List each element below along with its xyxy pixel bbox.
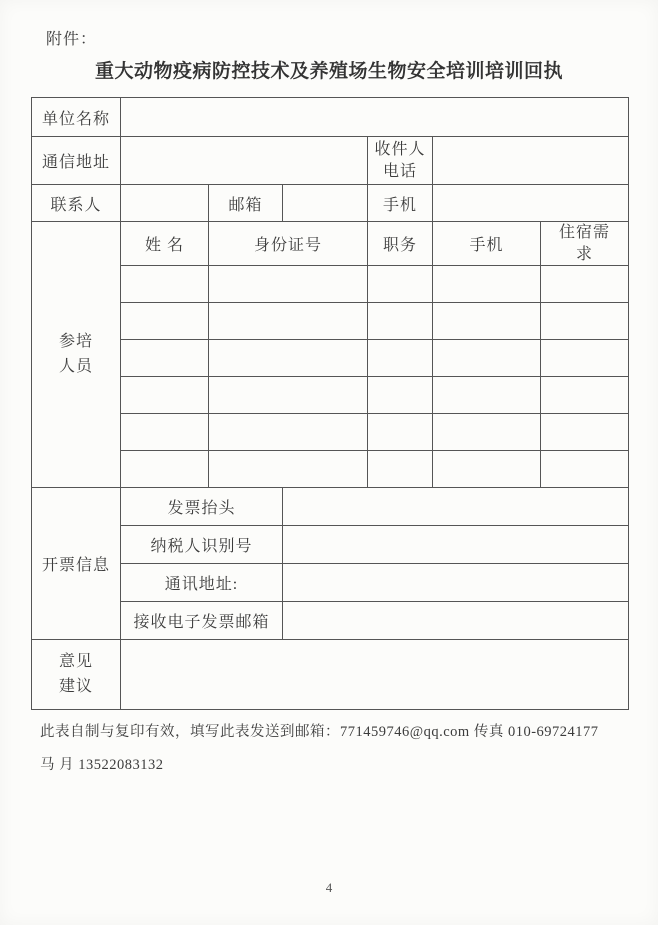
invoice-taxid-value-cell bbox=[283, 526, 629, 564]
contact-label: 联系人 bbox=[32, 185, 121, 222]
participant-row bbox=[32, 303, 629, 340]
row-invoice-email bbox=[32, 602, 629, 640]
row-unit-name bbox=[32, 98, 629, 137]
participant-id-cell bbox=[209, 451, 368, 488]
participant-position-cell bbox=[368, 451, 433, 488]
participant-id-cell bbox=[209, 340, 368, 377]
participant-id-cell bbox=[209, 303, 368, 340]
participant-name-cell bbox=[121, 340, 209, 377]
participant-name-cell bbox=[121, 266, 209, 303]
mobile-value-cell bbox=[433, 185, 629, 222]
participant-name-cell bbox=[121, 377, 209, 414]
mailing-address-label: 通信地址 bbox=[32, 137, 121, 185]
comments-label: 意见建议 bbox=[32, 640, 121, 710]
participant-lodging-cell bbox=[541, 340, 629, 377]
invoice-label: 开票信息 bbox=[32, 488, 121, 640]
row-contact bbox=[32, 185, 629, 222]
invoice-email-value-cell bbox=[283, 602, 629, 640]
row-comments bbox=[32, 640, 629, 710]
attachment-label: 附件： bbox=[46, 31, 98, 48]
participant-row bbox=[32, 414, 629, 451]
mobile-label: 手机 bbox=[368, 185, 433, 222]
participant-lodging-cell bbox=[541, 377, 629, 414]
email-value-cell bbox=[283, 185, 368, 222]
row-participants-header bbox=[32, 222, 629, 266]
participant-position-cell bbox=[368, 414, 433, 451]
page-number: 4 bbox=[325, 880, 333, 895]
invoice-taxid-label: 纳税人识别号 bbox=[121, 526, 283, 564]
page-title: 重大动物疫病防控技术及养殖场生物安全培训培训回执 bbox=[94, 61, 563, 82]
row-mailing-address bbox=[32, 137, 629, 185]
participants-col-mobile: 手机 bbox=[433, 222, 541, 266]
footer-note-line1: 此表自制与复印有效，填写此表发送到邮箱：771459746@qq.com 传真 010-69724177 bbox=[40, 724, 599, 740]
invoice-email-label: 接收电子发票邮箱 bbox=[121, 602, 283, 640]
participants-label: 参培人员 bbox=[32, 222, 121, 488]
row-invoice-title bbox=[32, 488, 629, 526]
participant-mobile-cell bbox=[433, 377, 541, 414]
participant-row bbox=[32, 340, 629, 377]
participants-col-position: 职务 bbox=[368, 222, 433, 266]
invoice-address-value-cell bbox=[283, 564, 629, 602]
row-invoice-taxid bbox=[32, 526, 629, 564]
participant-id-cell bbox=[209, 266, 368, 303]
invoice-address-label: 通讯地址: bbox=[121, 564, 283, 602]
participant-row bbox=[32, 377, 629, 414]
participant-mobile-cell bbox=[433, 340, 541, 377]
participants-col-lodging: 住宿需求 bbox=[541, 222, 629, 266]
comments-value-cell bbox=[121, 640, 629, 710]
row-invoice-address bbox=[32, 564, 629, 602]
participants-col-id: 身份证号 bbox=[209, 222, 368, 266]
unit-name-value-cell bbox=[121, 98, 629, 137]
participant-name-cell bbox=[121, 451, 209, 488]
participant-lodging-cell bbox=[541, 451, 629, 488]
unit-name-label: 单位名称 bbox=[32, 98, 121, 137]
participant-id-cell bbox=[209, 377, 368, 414]
footer-note bbox=[40, 724, 620, 775]
invoice-title-label: 发票抬头 bbox=[121, 488, 283, 526]
participant-name-cell bbox=[121, 414, 209, 451]
contact-value-cell bbox=[121, 185, 209, 222]
participant-name-cell bbox=[121, 303, 209, 340]
participant-mobile-cell bbox=[433, 303, 541, 340]
recipient-phone-value-cell bbox=[433, 137, 629, 185]
participant-position-cell bbox=[368, 377, 433, 414]
email-label: 邮箱 bbox=[209, 185, 283, 222]
form-table bbox=[31, 97, 629, 710]
participant-lodging-cell bbox=[541, 414, 629, 451]
participant-mobile-cell bbox=[433, 451, 541, 488]
participant-position-cell bbox=[368, 266, 433, 303]
participants-col-name: 姓 名 bbox=[121, 222, 209, 266]
invoice-title-value-cell bbox=[283, 488, 629, 526]
participant-row bbox=[32, 266, 629, 303]
participant-position-cell bbox=[368, 340, 433, 377]
participant-position-cell bbox=[368, 303, 433, 340]
footer-note-line2: 马 月 13522083132 bbox=[40, 757, 164, 774]
mailing-address-value-cell bbox=[121, 137, 368, 185]
participant-lodging-cell bbox=[541, 303, 629, 340]
recipient-phone-label: 收件人电话 bbox=[368, 137, 433, 185]
participant-row bbox=[32, 451, 629, 488]
participant-id-cell bbox=[209, 414, 368, 451]
participant-mobile-cell bbox=[433, 266, 541, 303]
participant-lodging-cell bbox=[541, 266, 629, 303]
participant-mobile-cell bbox=[433, 414, 541, 451]
